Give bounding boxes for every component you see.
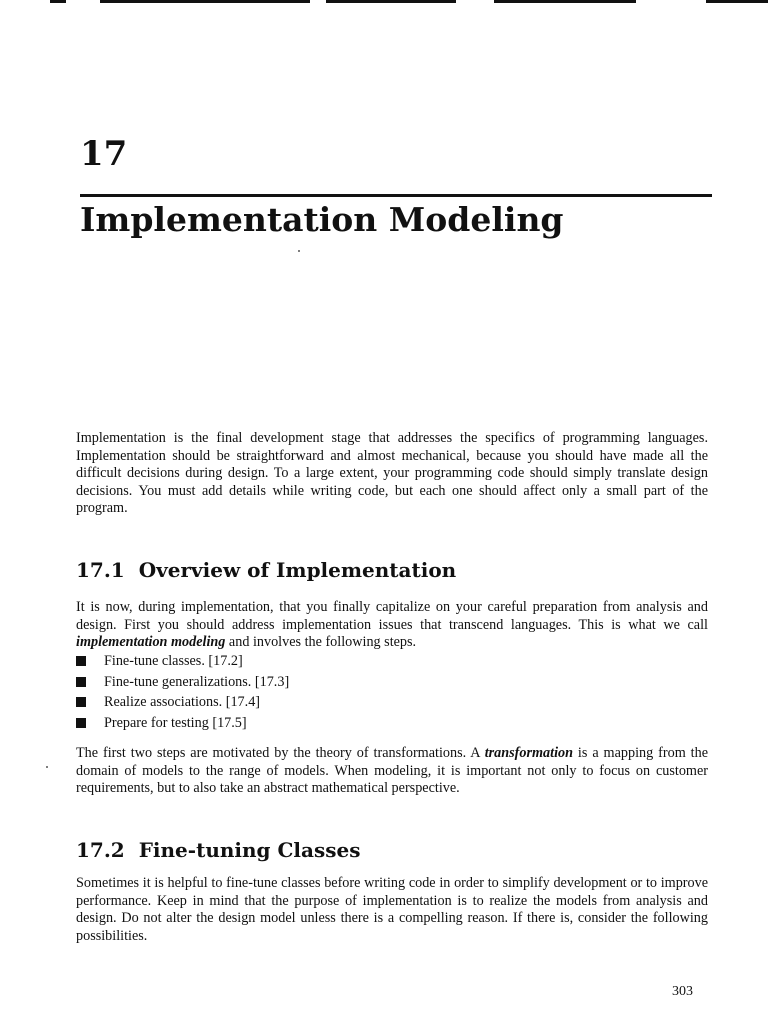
scan-artifact-line: [494, 0, 636, 3]
scan-artifact-line: [50, 0, 66, 3]
scan-artifact-line: [326, 0, 456, 3]
section-number: 17.2: [76, 838, 125, 862]
list-item: Fine-tune classes. [17.2]: [76, 651, 676, 672]
section-heading-fine-tuning: [76, 837, 360, 863]
fine-tuning-paragraph: Sometimes it is helpful to fine-tune classes before writing code in order to simplify development or to improve performance. Keep in mind that the purpose of implementation is to realize the models from analysis and design. Do not alter the design model unless there is a compelling reason. If there is, consider the following possibilities.: [76, 875, 708, 944]
chapter-number: 17: [80, 134, 128, 174]
list-item: Fine-tune generalizations. [17.3]: [76, 672, 676, 693]
key-term: implementation modeling: [76, 634, 226, 651]
scan-speck: [298, 250, 300, 252]
scan-artifact-line: [706, 0, 768, 3]
list-item: Prepare for testing [17.5]: [76, 713, 676, 734]
scan-speck: [46, 766, 48, 768]
section-title: Overview of Implementation: [138, 558, 457, 582]
overview-paragraph: It is now, during implementation, that you finally capitalize on your careful preparation from analysis and design. First you should address implementation issues that transcend languages. This is what we call implementation modeling and involves the following steps.: [76, 599, 708, 651]
key-term: transformation: [484, 745, 573, 761]
square-bullet-icon: [76, 718, 86, 728]
chapter-title: Implementation Modeling: [80, 200, 564, 239]
transformation-paragraph: The first two steps are motivated by the theory of transformations. A transformation is a mapping from the domain of models to the range of models. When modeling, it is important not only to focus on customer requirements, but to also take an abstract mathematical perspective.: [76, 745, 708, 797]
square-bullet-icon: [76, 697, 86, 707]
scan-artifact-line: [100, 0, 310, 3]
page-number: 303: [672, 984, 693, 999]
square-bullet-icon: [76, 677, 86, 687]
section-title: Fine-tuning Classes: [138, 838, 361, 862]
list-item: Realize associations. [17.4]: [76, 692, 676, 713]
section-number: 17.1: [76, 558, 125, 582]
section-heading-overview: [76, 557, 456, 583]
intro-paragraph: Implementation is the final development stage that addresses the specifics of programming languages. Implementation should be straightforward and almost mechanical, because you should have made all the difficult decisions during design. To a large extent, your programming code should simply translate design decisions. You must add details while writing code, but each one should affect only a small part of the program.: [76, 430, 708, 517]
square-bullet-icon: [76, 656, 86, 666]
chapter-rule: [80, 194, 712, 197]
implementation-steps-list: [76, 651, 676, 733]
